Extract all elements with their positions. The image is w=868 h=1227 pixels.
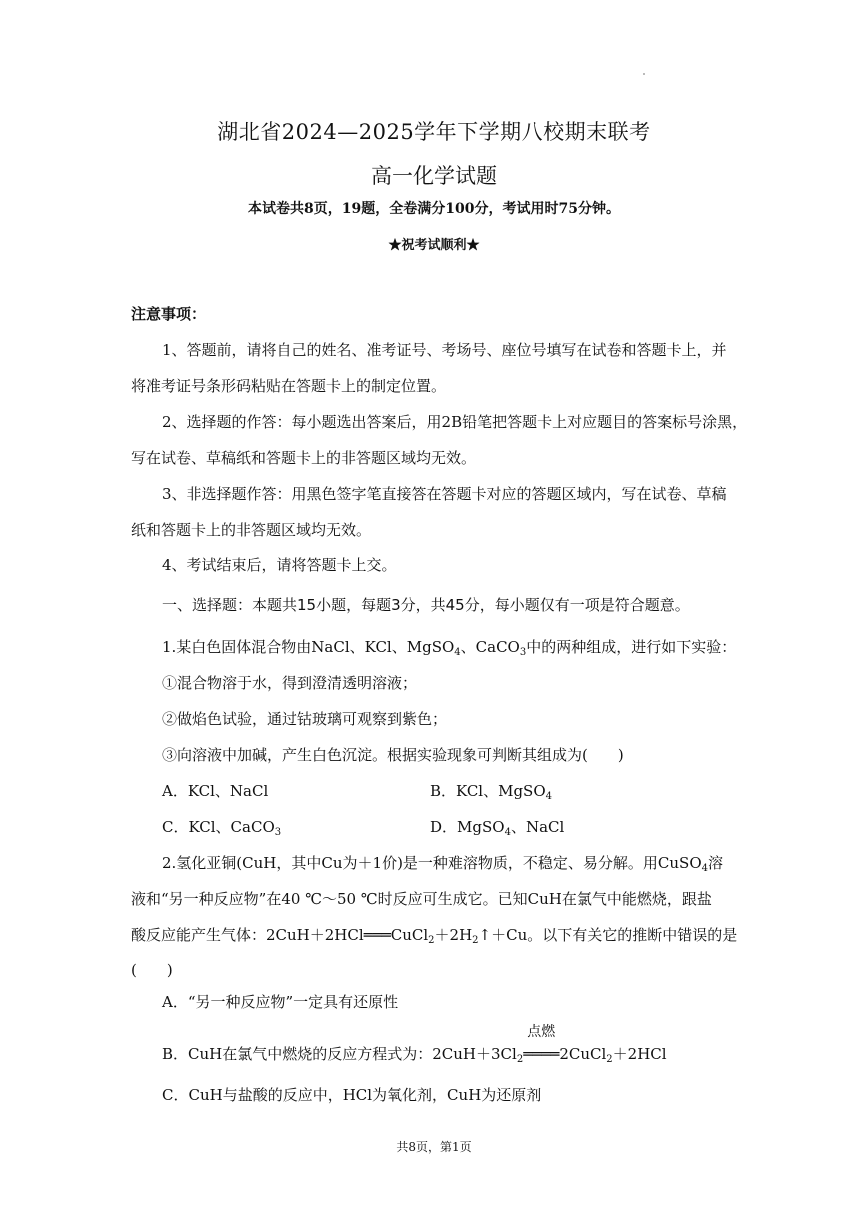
notice-heading: 注意事项： — [131, 305, 207, 323]
notice-item-3-cont: 纸和答题卡上的非答题区域均无效。 — [131, 521, 372, 539]
q2-option-c: C．CuH与盐酸的反应中，HCl为氧化剂，CuH为还原剂 — [162, 1086, 542, 1104]
q2-option-a: A．“另一种反应物”一定具有还原性 — [162, 993, 399, 1011]
q1-option-d: D．MgSO$_4$、NaCl — [430, 818, 565, 838]
q2-stem-line-2: 液和“另一种反应物”在40 ℃～50 ℃时反应可生成它。已知CuH在氯气中能燃烧，跟盐 — [131, 890, 712, 908]
q1-step-1: ①混合物溶于水，得到澄清透明溶液； — [162, 674, 418, 692]
scan-speck — [643, 73, 645, 75]
q1-option-a: A．KCl、NaCl — [162, 782, 269, 800]
q1-option-b: B．KCl、MgSO$_4$ — [430, 782, 553, 802]
q2-stem-line-3: 酸反应能产生气体：$2CuH+2HCl═══CuCl_2+2H_2↑+Cu$。以下有关它的推断中错误的是 — [131, 926, 738, 946]
good-luck-banner: ★祝考试顺利★ — [388, 238, 480, 253]
notice-item-4: 4、考试结束后，请将答题卡上交。 — [162, 556, 397, 574]
page-footer: 共8页，第1页 — [396, 1140, 472, 1154]
q2-stem-line-1: 2.氢化亚铜(CuH，其中Cu为＋1价)是一种难溶物质，不稳定、易分解。用CuSO$_4$溶 — [162, 854, 724, 874]
notice-item-3: 3、非选择题作答：用黑色签字笔直接答在答题卡对应的答题区域内，写在试卷、草稿 — [162, 485, 727, 503]
q1-step-3: ③向溶液中加碱，产生白色沉淀。根据实验现象可判断其组成为( ) — [162, 746, 624, 764]
exam-subtitle: 高一化学试题 — [371, 164, 497, 188]
q2-stem-line-4: ( ) — [131, 961, 173, 979]
q2-option-b: B．CuH在氯气中燃烧的反应方程式为：$2CuH+3Cl_2$ 点燃 ════2CuCl$_2$＋2HCl — [162, 1024, 667, 1065]
q1-option-c: C．KCl、CaCO$_3$ — [162, 818, 282, 838]
notice-item-1-cont: 将准考证号条形码粘贴在答题卡上的制定位置。 — [131, 377, 447, 395]
notice-item-2: 2、选择题的作答：每小题选出答案后，用2B铅笔把答题卡上对应题目的答案标号涂黑， — [162, 413, 748, 431]
reaction-condition: 点燃 — [527, 1024, 556, 1040]
section-heading: 一、选择题：本题共15小题，每题3分，共45分，每小题仅有一项是符合题意。 — [162, 596, 690, 614]
q1-stem: 1.某白色固体混合物由NaCl、KCl、MgSO$_4$、CaCO$_3$中的两种组成，进行如下实验： — [162, 638, 737, 658]
notice-item-1: 1、答题前，请将自己的姓名、准考证号、考场号、座位号填写在试卷和答题卡上，并 — [162, 341, 727, 359]
reaction-condition-arrow: 点燃 ════ — [523, 1024, 560, 1063]
q1-step-2: ②做焰色试验，通过钴玻璃可观察到紫色； — [162, 710, 448, 728]
notice-item-2-cont: 写在试卷、草稿纸和答题卡上的非答题区域均无效。 — [131, 449, 477, 467]
exam-title: 湖北省2024—2025学年下学期八校期末联考 — [217, 120, 651, 144]
exam-info: 本试卷共8页，19题，全卷满分100分，考试用时75分钟。 — [248, 201, 620, 217]
